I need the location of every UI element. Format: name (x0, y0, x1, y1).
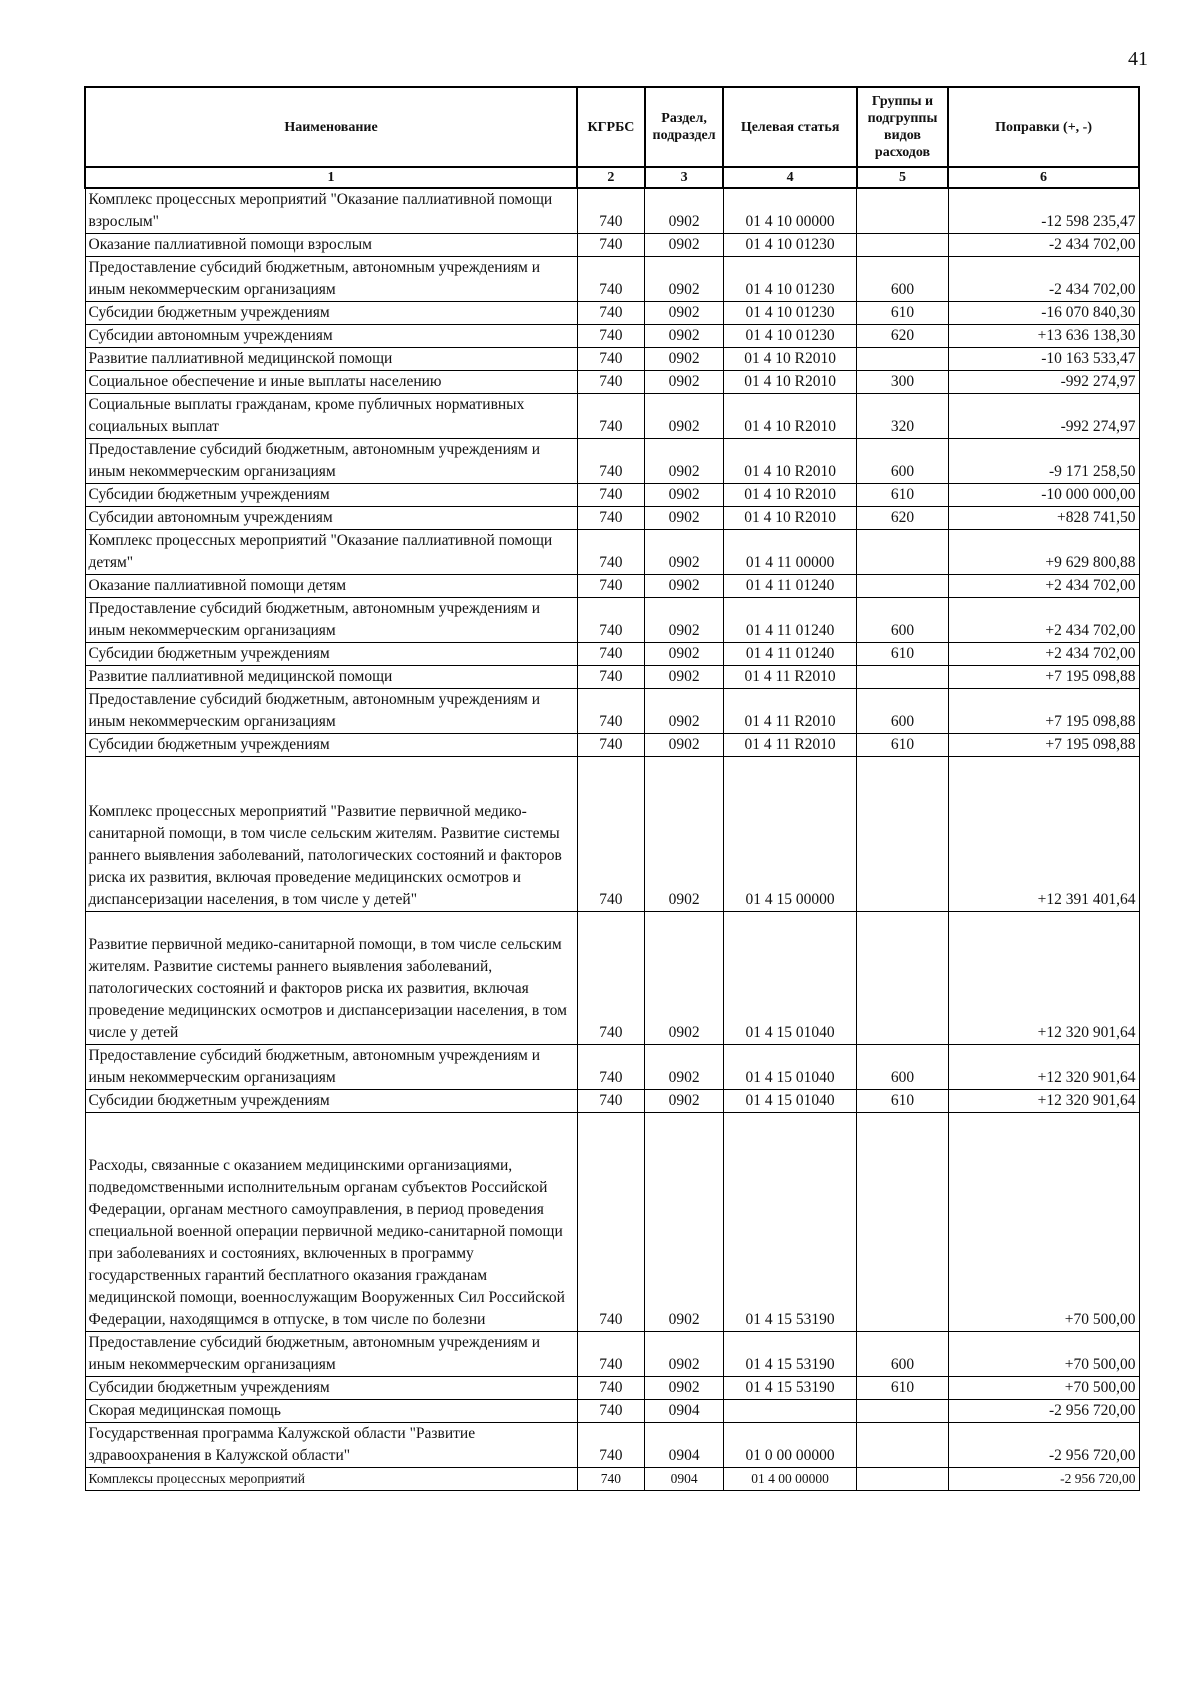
cell-group (857, 666, 948, 689)
cell-kgrbs: 740 (577, 1423, 645, 1468)
cell-group (857, 1468, 948, 1491)
cell-amount: +12 391 401,64 (948, 757, 1139, 912)
cell-name: Скорая медицинская помощь (85, 1400, 577, 1423)
cell-amount: +7 195 098,88 (948, 689, 1139, 734)
table-row (85, 598, 1139, 643)
cell-group: 600 (857, 439, 948, 484)
cell-target: 01 4 15 01040 (723, 1045, 857, 1090)
column-number: 1 (85, 167, 577, 188)
table-row (85, 1468, 1139, 1491)
cell-group: 610 (857, 302, 948, 325)
cell-name: Предоставление субсидий бюджетным, автономным учреждениям и иным некоммерческим организациям (85, 1045, 577, 1090)
cell-target: 01 4 10 R2010 (723, 348, 857, 371)
cell-target: 01 4 11 01240 (723, 598, 857, 643)
table-row (85, 734, 1139, 757)
cell-name: Комплекс процессных мероприятий "Развитие первичной медико-санитарной помощи, в том числе сельским жителям. Развитие системы раннего выявления заболеваний, патологических состояний и факторов риска их развития, включая проведение медицинских осмотров и диспансеризации населения, в том числе у детей" (85, 757, 577, 912)
cell-section: 0904 (645, 1468, 723, 1491)
cell-amount: +2 434 702,00 (948, 575, 1139, 598)
cell-amount: +12 320 901,64 (948, 1045, 1139, 1090)
cell-group: 300 (857, 371, 948, 394)
cell-section: 0902 (645, 1090, 723, 1113)
cell-amount: +828 741,50 (948, 507, 1139, 530)
cell-target: 01 4 11 R2010 (723, 689, 857, 734)
cell-name: Предоставление субсидий бюджетным, автономным учреждениям и иным некоммерческим организациям (85, 439, 577, 484)
cell-target: 01 4 10 01230 (723, 257, 857, 302)
cell-name: Предоставление субсидий бюджетным, автономным учреждениям и иным некоммерческим организациям (85, 257, 577, 302)
cell-target: 01 4 15 01040 (723, 912, 857, 1045)
cell-kgrbs: 740 (577, 757, 645, 912)
cell-kgrbs: 740 (577, 188, 645, 234)
cell-target: 01 4 10 R2010 (723, 439, 857, 484)
cell-group: 600 (857, 598, 948, 643)
cell-group: 620 (857, 325, 948, 348)
header-amount: Поправки (+, -) (948, 87, 1139, 167)
cell-section: 0902 (645, 302, 723, 325)
cell-group: 600 (857, 1045, 948, 1090)
table-row (85, 348, 1139, 371)
header-kgrbs: КГРБС (577, 87, 645, 167)
cell-group (857, 234, 948, 257)
cell-section: 0902 (645, 912, 723, 1045)
cell-group (857, 530, 948, 575)
budget-table (84, 86, 1140, 1491)
cell-target: 01 4 15 53190 (723, 1113, 857, 1332)
cell-kgrbs: 740 (577, 1468, 645, 1491)
cell-target (723, 1400, 857, 1423)
cell-amount: -2 434 702,00 (948, 234, 1139, 257)
column-number: 4 (723, 167, 857, 188)
cell-target: 01 4 11 00000 (723, 530, 857, 575)
cell-section: 0902 (645, 1377, 723, 1400)
cell-target: 01 4 11 R2010 (723, 666, 857, 689)
cell-amount: -10 163 533,47 (948, 348, 1139, 371)
cell-kgrbs: 740 (577, 394, 645, 439)
cell-kgrbs: 740 (577, 439, 645, 484)
header-name: Наименование (85, 87, 577, 167)
cell-kgrbs: 740 (577, 1045, 645, 1090)
cell-name: Социальные выплаты гражданам, кроме публичных нормативных социальных выплат (85, 394, 577, 439)
cell-amount: -9 171 258,50 (948, 439, 1139, 484)
cell-section: 0902 (645, 689, 723, 734)
table-row (85, 257, 1139, 302)
cell-kgrbs: 740 (577, 507, 645, 530)
cell-section: 0904 (645, 1423, 723, 1468)
cell-kgrbs: 740 (577, 689, 645, 734)
cell-amount: +9 629 800,88 (948, 530, 1139, 575)
table-row (85, 757, 1139, 912)
table-row (85, 234, 1139, 257)
cell-amount: -992 274,97 (948, 394, 1139, 439)
cell-target: 01 4 10 01230 (723, 302, 857, 325)
table-row (85, 484, 1139, 507)
table-row (85, 302, 1139, 325)
cell-target: 01 4 15 53190 (723, 1377, 857, 1400)
cell-section: 0902 (645, 394, 723, 439)
cell-kgrbs: 740 (577, 257, 645, 302)
table-row (85, 575, 1139, 598)
cell-name: Предоставление субсидий бюджетным, автономным учреждениям и иным некоммерческим организациям (85, 598, 577, 643)
cell-name: Расходы, связанные с оказанием медицинскими организациями, подведомственными исполнительным органам субъектов Российской Федерации, органам местного самоуправления, в период проведения специальной военной операции первичной медико-санитарной помощи при заболеваниях и состояниях, включенных в программу государственных гарантий бесплатного оказания гражданам медицинской помощи, военнослужащим Вооруженных Сил Российской Федерации, находящимся в отпуске, в том числе по болезни (85, 1113, 577, 1332)
cell-section: 0902 (645, 598, 723, 643)
cell-group (857, 348, 948, 371)
cell-group: 610 (857, 484, 948, 507)
cell-kgrbs: 740 (577, 484, 645, 507)
cell-amount: -2 434 702,00 (948, 257, 1139, 302)
table-row (85, 325, 1139, 348)
cell-group: 600 (857, 257, 948, 302)
cell-target: 01 4 15 00000 (723, 757, 857, 912)
cell-name: Субсидии бюджетным учреждениям (85, 643, 577, 666)
cell-section: 0902 (645, 734, 723, 757)
cell-group: 610 (857, 1377, 948, 1400)
cell-target: 01 4 10 R2010 (723, 371, 857, 394)
cell-section: 0902 (645, 666, 723, 689)
cell-section: 0902 (645, 1045, 723, 1090)
cell-section: 0902 (645, 439, 723, 484)
cell-kgrbs: 740 (577, 325, 645, 348)
cell-group (857, 912, 948, 1045)
cell-section: 0902 (645, 348, 723, 371)
cell-group (857, 757, 948, 912)
cell-amount: +7 195 098,88 (948, 734, 1139, 757)
column-number: 5 (857, 167, 948, 188)
cell-amount: -10 000 000,00 (948, 484, 1139, 507)
table-row (85, 1045, 1139, 1090)
cell-name: Комплекс процессных мероприятий "Оказание паллиативной помощи детям" (85, 530, 577, 575)
cell-target: 01 4 00 00000 (723, 1468, 857, 1491)
cell-name: Субсидии бюджетным учреждениям (85, 484, 577, 507)
cell-name: Субсидии автономным учреждениям (85, 507, 577, 530)
cell-group: 610 (857, 1090, 948, 1113)
cell-kgrbs: 740 (577, 1332, 645, 1377)
table-row (85, 912, 1139, 1045)
cell-name: Комплекс процессных мероприятий "Оказание паллиативной помощи взрослым" (85, 188, 577, 234)
cell-name: Субсидии бюджетным учреждениям (85, 734, 577, 757)
cell-name: Субсидии бюджетным учреждениям (85, 1377, 577, 1400)
cell-kgrbs: 740 (577, 348, 645, 371)
cell-name: Оказание паллиативной помощи детям (85, 575, 577, 598)
cell-section: 0902 (645, 325, 723, 348)
cell-section: 0902 (645, 507, 723, 530)
cell-section: 0902 (645, 234, 723, 257)
table-row (85, 394, 1139, 439)
cell-group (857, 1400, 948, 1423)
cell-name: Социальное обеспечение и иные выплаты населению (85, 371, 577, 394)
cell-amount: +70 500,00 (948, 1377, 1139, 1400)
cell-group: 620 (857, 507, 948, 530)
table-row (85, 1423, 1139, 1468)
table-body (85, 188, 1139, 1491)
cell-name: Государственная программа Калужской области "Развитие здравоохранения в Калужской области" (85, 1423, 577, 1468)
cell-section: 0902 (645, 188, 723, 234)
cell-group: 610 (857, 643, 948, 666)
cell-amount: +2 434 702,00 (948, 598, 1139, 643)
cell-group (857, 575, 948, 598)
cell-kgrbs: 740 (577, 1113, 645, 1332)
cell-name: Субсидии бюджетным учреждениям (85, 302, 577, 325)
table-row (85, 689, 1139, 734)
table-row (85, 1090, 1139, 1113)
header-target: Целевая статья (723, 87, 857, 167)
cell-group: 600 (857, 1332, 948, 1377)
table-row (85, 1113, 1139, 1332)
header-section: Раздел, подраздел (645, 87, 723, 167)
cell-group: 600 (857, 689, 948, 734)
page-number: 41 (1128, 48, 1148, 70)
cell-group: 610 (857, 734, 948, 757)
cell-target: 01 4 11 01240 (723, 643, 857, 666)
table-row (85, 1400, 1139, 1423)
cell-section: 0902 (645, 257, 723, 302)
cell-target: 01 4 10 01230 (723, 325, 857, 348)
cell-kgrbs: 740 (577, 1400, 645, 1423)
table-row (85, 643, 1139, 666)
cell-section: 0902 (645, 1332, 723, 1377)
cell-kgrbs: 740 (577, 234, 645, 257)
cell-name: Субсидии бюджетным учреждениям (85, 1090, 577, 1113)
table-row (85, 507, 1139, 530)
cell-target: 01 4 10 R2010 (723, 507, 857, 530)
cell-section: 0904 (645, 1400, 723, 1423)
cell-amount: -2 956 720,00 (948, 1423, 1139, 1468)
cell-name: Предоставление субсидий бюджетным, автономным учреждениям и иным некоммерческим организациям (85, 1332, 577, 1377)
cell-name: Комплексы процессных мероприятий (85, 1468, 577, 1491)
cell-name: Развитие первичной медико-санитарной помощи, в том числе сельским жителям. Развитие системы раннего выявления заболеваний, патологических состояний и факторов риска их развития, включая проведение медицинских осмотров и диспансеризации населения, в том числе у детей (85, 912, 577, 1045)
column-number: 6 (948, 167, 1139, 188)
cell-target: 01 4 15 01040 (723, 1090, 857, 1113)
cell-name: Развитие паллиативной медицинской помощи (85, 348, 577, 371)
cell-kgrbs: 740 (577, 1090, 645, 1113)
cell-section: 0902 (645, 643, 723, 666)
cell-kgrbs: 740 (577, 734, 645, 757)
cell-amount: -2 956 720,00 (948, 1400, 1139, 1423)
cell-kgrbs: 740 (577, 912, 645, 1045)
cell-section: 0902 (645, 530, 723, 575)
cell-name: Развитие паллиативной медицинской помощи (85, 666, 577, 689)
table-row (85, 530, 1139, 575)
cell-group (857, 1423, 948, 1468)
cell-kgrbs: 740 (577, 666, 645, 689)
table-row (85, 1332, 1139, 1377)
column-number: 2 (577, 167, 645, 188)
cell-amount: +7 195 098,88 (948, 666, 1139, 689)
cell-name: Предоставление субсидий бюджетным, автономным учреждениям и иным некоммерческим организациям (85, 689, 577, 734)
table-row (85, 666, 1139, 689)
cell-kgrbs: 740 (577, 598, 645, 643)
cell-amount: +12 320 901,64 (948, 912, 1139, 1045)
table-row (85, 371, 1139, 394)
cell-section: 0902 (645, 1113, 723, 1332)
cell-group (857, 1113, 948, 1332)
cell-kgrbs: 740 (577, 643, 645, 666)
cell-kgrbs: 740 (577, 575, 645, 598)
cell-target: 01 4 10 R2010 (723, 484, 857, 507)
cell-target: 01 4 11 01240 (723, 575, 857, 598)
cell-name: Субсидии автономным учреждениям (85, 325, 577, 348)
cell-kgrbs: 740 (577, 1377, 645, 1400)
cell-amount: -2 956 720,00 (948, 1468, 1139, 1491)
cell-target: 01 4 11 R2010 (723, 734, 857, 757)
cell-amount: -992 274,97 (948, 371, 1139, 394)
cell-amount: +70 500,00 (948, 1113, 1139, 1332)
table-row (85, 188, 1139, 234)
cell-kgrbs: 740 (577, 302, 645, 325)
cell-name: Оказание паллиативной помощи взрослым (85, 234, 577, 257)
cell-section: 0902 (645, 371, 723, 394)
cell-target: 01 4 15 53190 (723, 1332, 857, 1377)
table-row (85, 1377, 1139, 1400)
cell-section: 0902 (645, 484, 723, 507)
cell-section: 0902 (645, 757, 723, 912)
column-number: 3 (645, 167, 723, 188)
cell-target: 01 4 10 R2010 (723, 394, 857, 439)
cell-target: 01 0 00 00000 (723, 1423, 857, 1468)
cell-amount: +2 434 702,00 (948, 643, 1139, 666)
header-group: Группы и подгруппы видов расходов (857, 87, 948, 167)
cell-group (857, 188, 948, 234)
cell-amount: +12 320 901,64 (948, 1090, 1139, 1113)
cell-amount: +70 500,00 (948, 1332, 1139, 1377)
cell-amount: -12 598 235,47 (948, 188, 1139, 234)
cell-target: 01 4 10 01230 (723, 234, 857, 257)
cell-amount: +13 636 138,30 (948, 325, 1139, 348)
cell-kgrbs: 740 (577, 371, 645, 394)
cell-section: 0902 (645, 575, 723, 598)
cell-kgrbs: 740 (577, 530, 645, 575)
cell-group: 320 (857, 394, 948, 439)
cell-target: 01 4 10 00000 (723, 188, 857, 234)
cell-amount: -16 070 840,30 (948, 302, 1139, 325)
table-row (85, 439, 1139, 484)
